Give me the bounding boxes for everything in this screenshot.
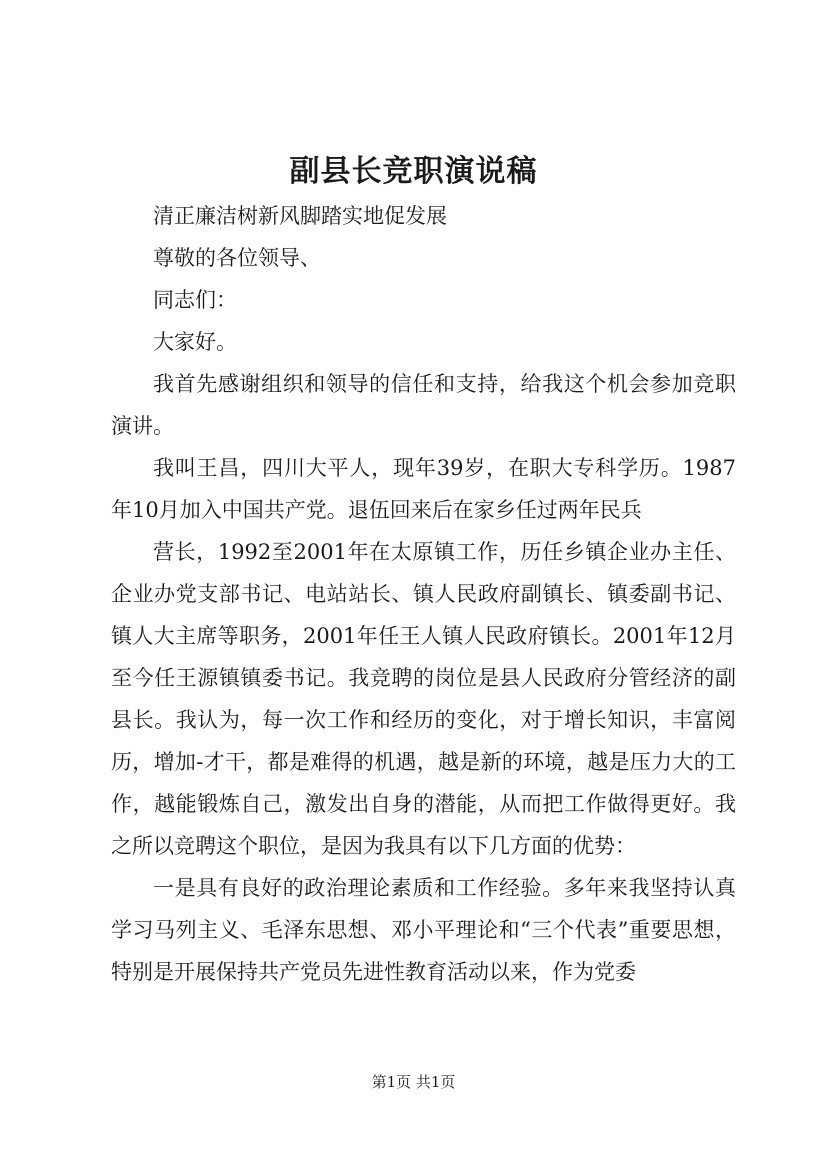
page-footer: 第1页 共1页 — [371, 1073, 456, 1091]
body-paragraph: 我首先感谢组织和领导的信任和支持，给我这个机会参加竞职演讲。 — [111, 372, 736, 438]
subtitle-paragraph: 清正廉洁树新风脚踏实地促发展 — [153, 204, 447, 228]
body-paragraph: 一是具有良好的政治理论素质和工作经验。多年来我坚持认真学习马列主义、毛泽东思想、邓小平理论和“三个代表”重要思想，特别是开展保持共产党员先进性教育活动以来，作为党委 — [111, 876, 736, 984]
body-paragraph: 营长，1992至2001年在太原镇工作，历任乡镇企业办主任、企业办党支部书记、电站站长、镇人民政府副镇长、镇委副书记、镇人大主席等职务，2001年任王人镇人民政府镇长。2001年12月至今任王源镇镇委书记。我竞聘的岗位是县人民政府分管经济的副县长。我认为，每一次工作和经历的变化，对于增长知识，丰富阅历，增加-才干，都是难得的机遇，越是新的环境，越是压力大的工作，越能锻炼自己，激发出自身的潜能，从而把工作做得更好。我之所以竞聘这个职位，是因为我具有以下几方面的优势： — [111, 540, 736, 858]
document-title: 副县长竞职演说稿 — [289, 154, 538, 189]
document-body — [111, 195, 736, 993]
body-paragraph: 我叫王昌，四川大平人，现年39岁，在职大专科学历。1987年10月加入中国共产党。退伍回来后在家乡任过两年民兵 — [111, 456, 736, 522]
salutation-paragraph: 同志们： — [153, 288, 237, 312]
salutation-paragraph: 尊敬的各位领导、 — [153, 246, 321, 270]
greeting-paragraph: 大家好。 — [153, 330, 237, 354]
